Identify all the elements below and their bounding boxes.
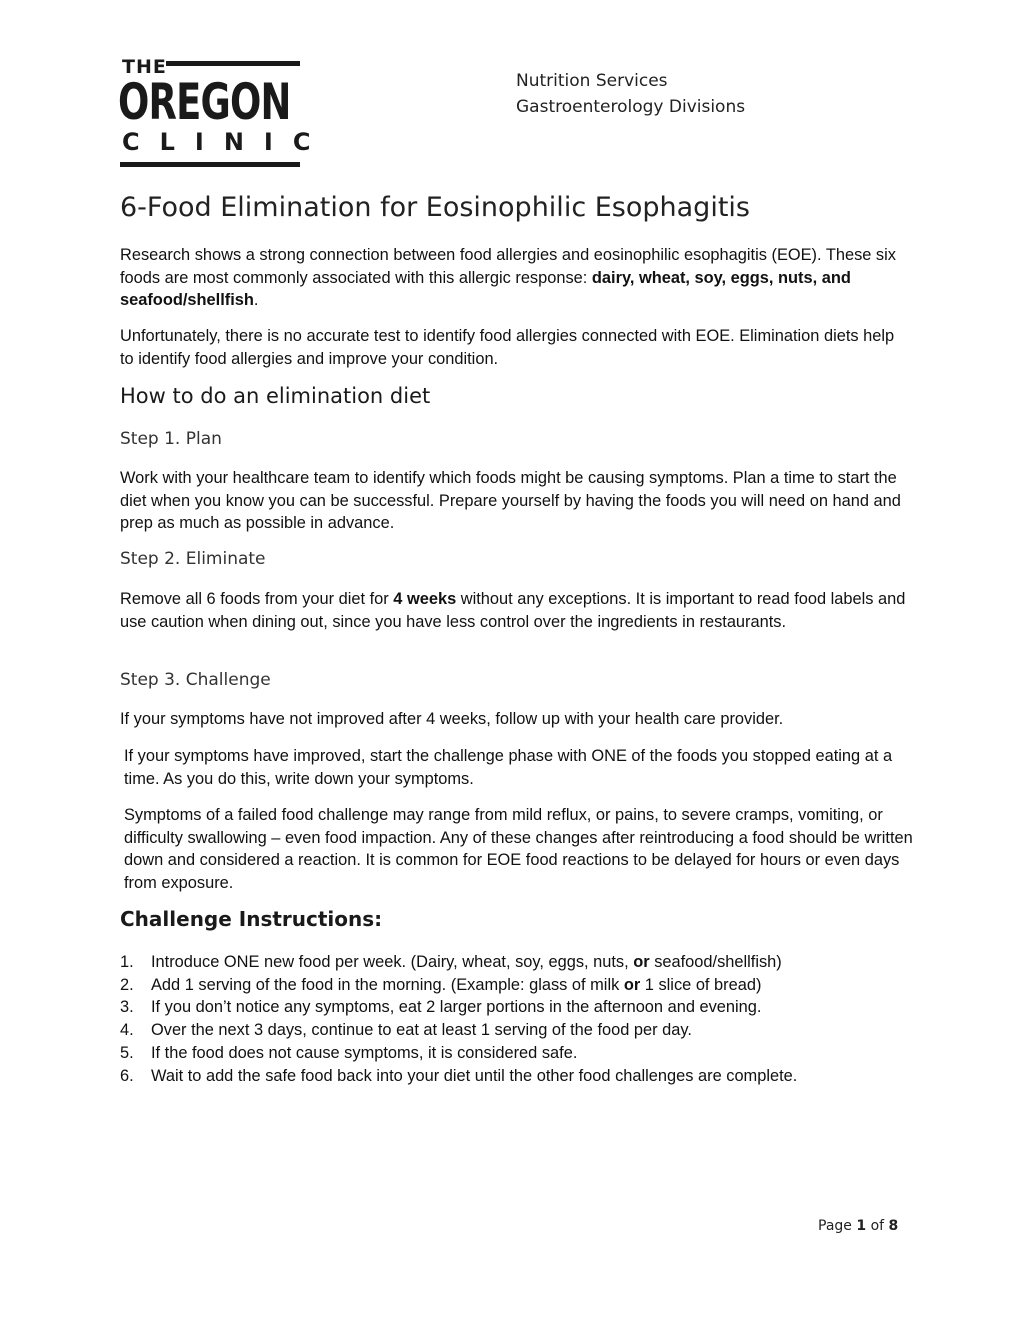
list-item: 3. If you don’t notice any symptoms, eat 2 larger portions in the afternoon and evening. <box>120 998 762 1017</box>
logo-text-clinic: CLINIC <box>122 128 331 156</box>
logo-text-oregon: OREGON <box>118 73 291 131</box>
department-header <box>516 68 745 120</box>
step-3-paragraph-1: If your symptoms have not improved after 4 weeks, follow up with your health care provider. <box>120 710 784 728</box>
oregon-clinic-logo <box>118 56 331 170</box>
department-line-1: Nutrition Services <box>516 71 668 91</box>
step-3-heading: Step 3. Challenge <box>120 670 271 690</box>
challenge-instructions-list <box>120 951 920 1087</box>
list-item: 5. If the food does not cause symptoms, it is considered safe. <box>120 1043 578 1062</box>
list-item: 1. Introduce ONE new food per week. (Dairy, wheat, soy, eggs, nuts, or seafood/shellfish) <box>120 953 782 971</box>
intro-paragraph-1: Research shows a strong connection between food allergies and eosinophilic esophagitis (EOE). These six foods are most commonly associated with this allergic response: dairy, wheat, soy, eggs, nuts, and seafood/shellfish. <box>120 246 896 309</box>
step-3-paragraph-2: If your symptoms have improved, start the challenge phase with ONE of the foods you stopped eating at a time. As you do this, write down your symptoms. <box>124 747 893 788</box>
page-title: 6-Food Elimination for Eosinophilic Esophagitis <box>120 192 750 223</box>
step-1-text: Work with your healthcare team to identify which foods might be causing symptoms. Plan a time to start the diet when you know you can be successful. Prepare yourself by having the foods you will need on hand and prep as much as possible in advance. <box>120 469 901 532</box>
logo-text-the: THE <box>122 56 167 78</box>
logo-bottom-rule <box>120 162 300 167</box>
list-item: 2. Add 1 serving of the food in the morning. (Example: glass of milk or 1 slice of bread) <box>120 975 762 994</box>
intro-paragraph-2: Unfortunately, there is no accurate test to identify food allergies connected with EOE. Elimination diets help to identify food allergies and improve your condition. <box>120 327 895 368</box>
step-2-heading: Step 2. Eliminate <box>120 549 266 569</box>
step-2-text: Remove all 6 foods from your diet for 4 weeks without any exceptions. It is important to read food labels and use caution when dining out, since you have less control over the ingredients in restaurants. <box>120 590 906 631</box>
step-1-heading: Step 1. Plan <box>120 429 222 449</box>
step-3-paragraph-3: Symptoms of a failed food challenge may range from mild reflux, or pains, to severe cramps, vomiting, or difficulty swallowing – even food impaction. Any of these changes after reintroducing a food should be written down and considered a reaction. It is common for EOE food reactions to be delayed for hours or even days from exposure. <box>124 806 913 892</box>
list-item: 4. Over the next 3 days, continue to eat at least 1 serving of the food per day. <box>120 1021 692 1040</box>
department-line-2: Gastroenterology Divisions <box>516 97 746 117</box>
challenge-instructions-heading: Challenge Instructions: <box>120 907 383 931</box>
list-item: 6. Wait to add the safe food back into your diet until the other food challenges are complete. <box>120 1066 798 1085</box>
logo-top-rule <box>166 61 300 66</box>
section-heading-how-to: How to do an elimination diet <box>120 384 431 408</box>
page-number: Page 1 of 8 <box>818 1218 899 1234</box>
